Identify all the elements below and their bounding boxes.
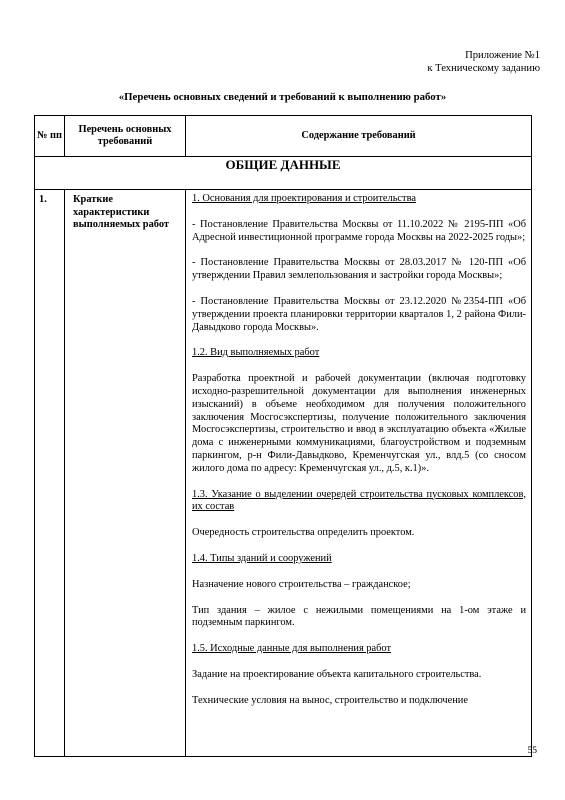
annex-line-1: Приложение №1: [465, 50, 540, 61]
content-paragraph: Очередность строительства определить проектом.: [192, 527, 415, 539]
content-heading: 1.2. Вид выполняемых работ: [192, 347, 320, 359]
row-number: 1.: [35, 190, 65, 757]
section-row: [35, 157, 532, 190]
content-paragraph: Задание на проектирование объекта капитального строительства.: [192, 668, 482, 680]
document-title: «Перечень основных сведений и требований к выполнению работ»: [118, 91, 447, 103]
content-paragraph: Технические условия на вынос, строительство и подключение: [192, 694, 468, 706]
content-paragraph: - Постановление Правительства Москвы от 11.10.2022 № 2195-ПП «Об Адресной инвестиционной программе города Москвы на 2022-2025 годы»;: [192, 218, 526, 243]
content-paragraph: Назначение нового строительства – гражданское;: [192, 578, 411, 590]
content-heading: 1.3. Указание о выделении очередей строительства пусковых комплексов, их состав: [192, 488, 526, 513]
row-name: Краткие характеристики выполняемых работ: [65, 190, 186, 757]
content-heading: 1.4. Типы зданий и сооружений: [192, 552, 332, 564]
content-paragraph: Тип здания – жилое с нежилыми помещениями на 1-ом этаже и подземным паркингом.: [192, 604, 526, 629]
content-heading: 1. Основания для проектирования и строительства: [192, 193, 416, 204]
content-paragraph: - Постановление Правительства Москвы от 28.03.2017 № 120-ПП «Об утверждении Правил землепользования и застройки города Москвы»;: [192, 257, 526, 282]
table-row: [35, 190, 532, 757]
header-name: Перечень основных требований: [65, 116, 186, 157]
content-paragraph: - Постановление Правительства Москвы от 23.12.2020 №2354-ПП «Об утверждении проекта планировки территории кварталов 1, 2 района Фили-Давыдково города Москвы».: [192, 295, 526, 333]
table-header-row: [35, 116, 532, 157]
page-number: 55: [527, 746, 537, 756]
header-content: Содержание требований: [186, 116, 532, 157]
section-title: ОБЩИЕ ДАННЫЕ: [35, 157, 532, 190]
requirements-table: [34, 115, 532, 757]
annex-label: [427, 50, 540, 75]
annex-line-2: к Техническому заданию: [427, 62, 540, 74]
content-paragraph: Разработка проектной и рабочей документации (включая подготовку исходно-разрешительной документации для выполнения инженерных изысканий) в объеме необходимом для получения положительного заключения Мосгосэкспертизы, получение положительного заключения Мосгосэкспертизы, строительство и ввод в эксплуатацию объекта «Жилые дома с инженерными коммуникациями, благоустройством и подземным паркингом, р-н Фили-Давыдково, Кременчугская ул., влд.5 (со сносом жилого дома по адресу: Кременчугская ул., д.5, к.1)».: [192, 373, 526, 474]
header-num: № пп: [35, 116, 65, 157]
row-content: [186, 190, 532, 757]
content-heading: 1.5. Исходные данные для выполнения работ: [192, 643, 392, 655]
